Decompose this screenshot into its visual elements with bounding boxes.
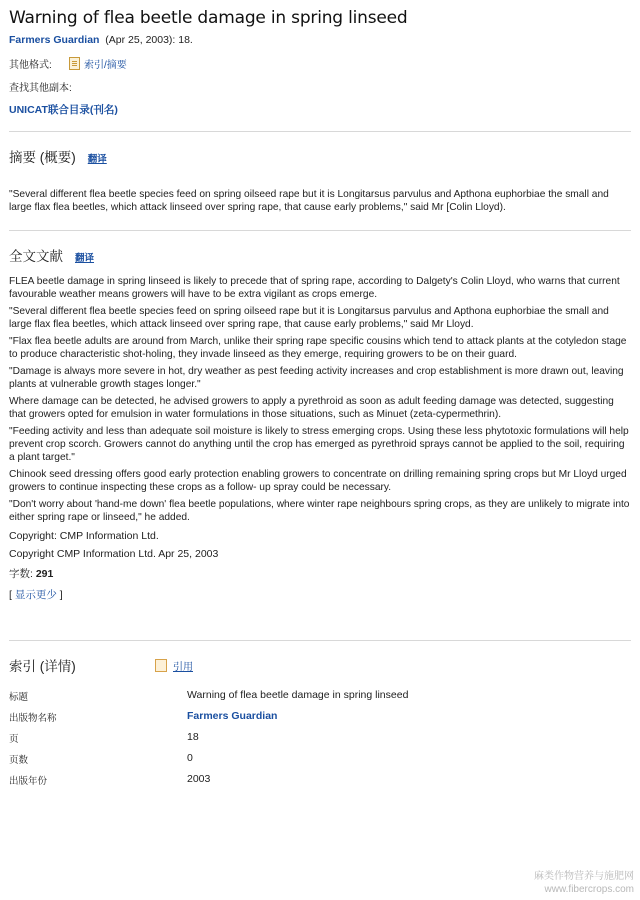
fulltext-body [9,275,631,524]
divider [9,640,631,641]
index-abstract-link[interactable]: 索引/摘要 [84,60,127,71]
fulltext-header [9,245,631,265]
fulltext-paragraph: FLEA beetle damage in spring linseed is likely to precede that of spring rape, according to Dalgety's Colin Lloyd, who warns that current favourable weather means growers will have to be extra vigilant as crops emerge. [9,276,620,300]
fulltext-paragraph: "Damage is always more severe in hot, dry weather as pest feeding activity increases and crop establishment is more drawn out, leaving plants at vulnerable growth stages longer." [9,366,624,390]
document-icon [69,57,80,70]
index-key: 标题 [9,692,29,703]
divider [9,131,631,132]
table-row [9,689,408,710]
cite-icon[interactable] [155,659,167,672]
word-count-value: 291 [35,568,54,580]
abstract-translate-link[interactable]: 翻译 [87,154,107,165]
watermark-line: 麻类作物营养与施肥网 [534,871,634,882]
table-row [9,752,408,773]
fulltext-paragraph: "Don't worry about 'hand-me down' flea beetle populations, where winter rape neighbours spring crops, as they are unlikely to migrate into either spring rape or linseed," he added. [9,499,630,523]
divider [9,230,631,231]
index-table [9,689,408,794]
cite-link[interactable]: 引用 [173,661,193,673]
fulltext-paragraph: "Feeding activity and less than adequate soil moisture is likely to stress emerging crops. Using these less phytotoxic formulations will help prevent crop scorch. Growers cannot do anything until the crop has emerged as pyrethroid sprays cannot be applied to the soil, requiring a plant target." [9,426,629,463]
publication-info [9,34,631,46]
fulltext-translate-link[interactable]: 翻译 [75,253,95,264]
publication-link[interactable]: Farmers Guardian [9,34,100,46]
index-key: 页数 [9,755,29,766]
copyright-line: Copyright: CMP Information Ltd. [9,530,159,542]
index-key: 页 [9,734,19,745]
fulltext-paragraph: "Flax flea beetle adults are around from March, unlike their spring rape specific cousins which tend to attack plants at the cotyledon stage to produce characteristic shot-holing, they invade linseed as they emerge, requiring growers to be on their guard. [9,336,627,360]
index-key: 出版物名称 [9,713,57,724]
abstract-header [9,146,631,166]
other-formats-row [9,56,631,71]
index-heading: 索引 (详情) [9,659,76,674]
word-count-label: 字数: [9,568,33,580]
word-count [9,566,631,581]
index-value: 2003 [187,773,211,785]
copyright-line: Copyright CMP Information Ltd. Apr 25, 2003 [9,548,219,560]
show-less [9,587,631,602]
watermark-line: www.fibercrops.com [544,884,634,895]
table-row [9,773,408,794]
index-value: Warning of flea beetle damage in spring linseed [187,689,409,701]
fulltext-paragraph: Where damage can be detected, he advised growers to apply a pyrethroid as soon as adult feeding damage was detected, suggesting that growers opted for emulsion in water formulations in those situations, such as Minuet (zeta-cypermethrin). [9,396,614,420]
fulltext-heading: 全文文献 [9,249,63,264]
bracket-close: ] [59,589,63,601]
index-value: 0 [187,752,193,764]
table-row [9,731,408,752]
abstract-text: "Several different flea beetle species feed on spring oilseed rape but it is Longitarsus parvulus and Apthona euphorbiae the small and large flax flea beetles, which attack linseed over spring rape, that cause early problems," said Mr [Colin Lloyd). [9,189,609,213]
find-copy-row [9,79,631,94]
unicat-link[interactable]: UNICAT联合目录(刊名) [9,104,118,116]
fulltext-paragraph: Chinook seed dressing offers good early protection enabling growers to concentrate on drilling remaining spring crops but Mr Lloyd urged growers to continue inspecting these crops as a follow- up spray could be necessary. [9,469,627,493]
publication-name-link[interactable]: Farmers Guardian [187,710,278,722]
index-key: 出版年份 [9,776,48,787]
article-title: Warning of flea beetle damage in spring linseed [9,8,408,28]
find-copy-label: 查找其他副本: [9,83,72,94]
fulltext-paragraph: "Several different flea beetle species feed on spring oilseed rape but it is Longitarsus parvulus and Apthona euphorbiae the small and large flax flea beetles, which attack linseed over spring rape, that cause early problems," said Mr Lloyd. [9,306,609,330]
index-value: 18 [187,731,199,743]
bracket-open: [ [9,589,12,601]
show-less-link[interactable]: 显示更少 [14,589,57,601]
index-header [9,655,631,675]
table-row [9,710,408,731]
publication-details: (Apr 25, 2003): 18. [105,34,193,46]
watermark [534,870,634,896]
abstract-heading: 摘要 (概要) [9,150,76,165]
other-formats-label: 其他格式: [9,60,52,71]
